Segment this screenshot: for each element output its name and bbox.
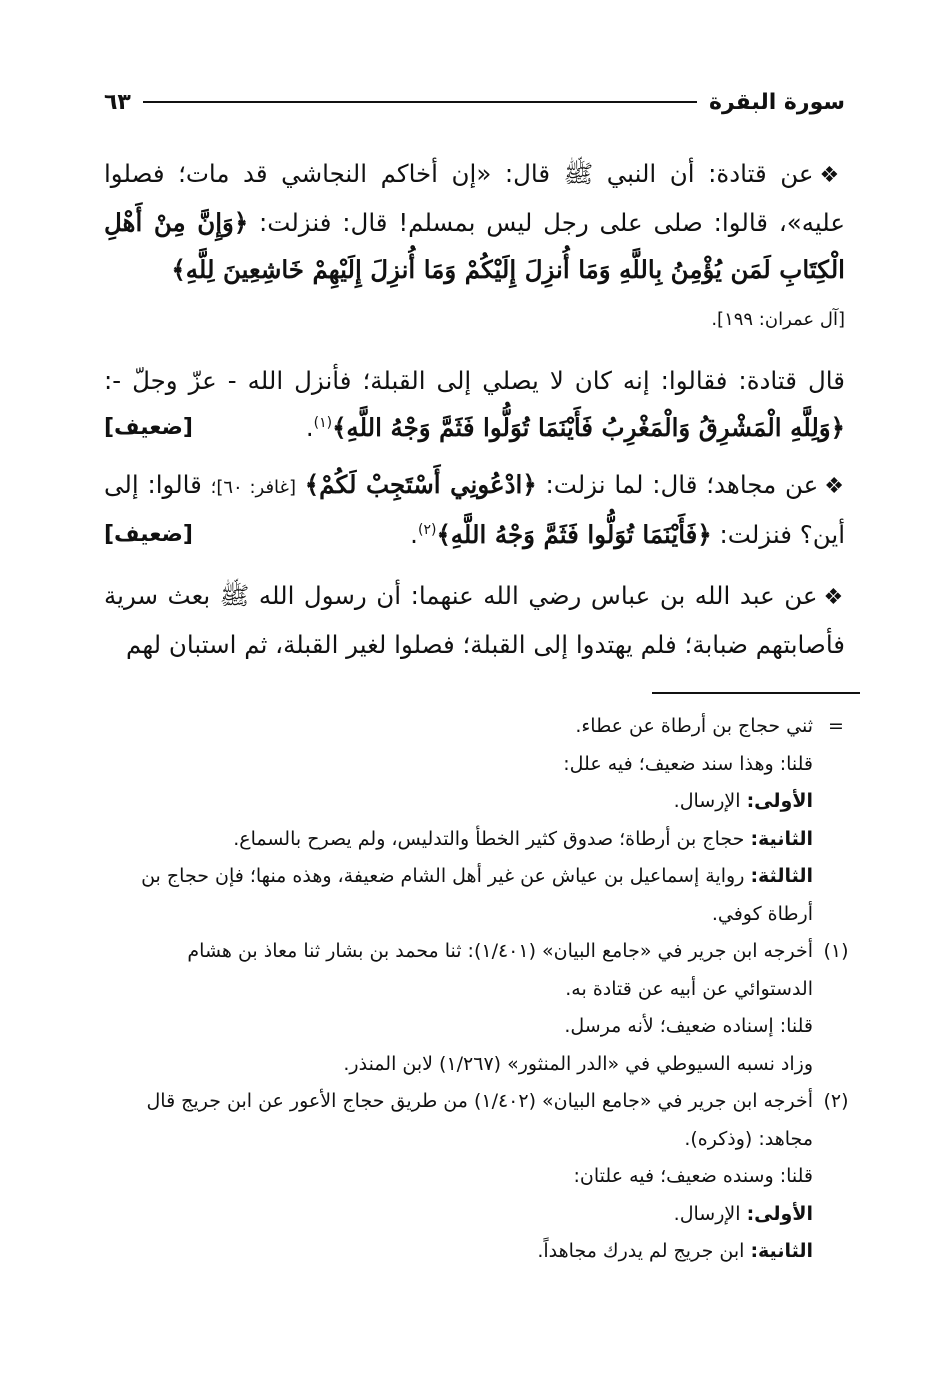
quran-verse: ﴿وَلِلَّهِ الْمَشْرِقُ وَالْمَغْرِبُ فَأَيْنَمَا تُوَلُّوا فَثَمَّ وَجْهُ اللَّهِ﴾ [332,413,845,442]
footnote-1: (١) أخرجه ابن جرير في «جامع البيان» (١/٤٠١): ثنا محمد بن بشار ثنا معاذ بن هشام الدستوائي عن أبيه عن قتادة به. قلنا: إسناده ضعيف؛ لأنه مرسل. وزاد نسبه السيوطي في «الدر المنثور» (١/٢٦٧) لابن المنذر. [187,940,849,1075]
footnote-ref: (٢) [417,521,437,538]
header-rule [143,101,697,103]
quran-verse: ﴿ادْعُونِي أَسْتَجِبْ لَكُمْ﴾ [304,470,537,499]
surah-title: سورة البقرة [708,89,845,115]
qatada-statement: قال قتادة: فقالوا: إنه كان لا يصلي إلى القبلة؛ فأنزل الله - عزّ وجلّ -: ﴿وَلِلَّهِ الْمَشْرِقُ وَالْمَغْرِبُ فَأَيْنَمَا تُوَلُّوا فَثَمَّ وَجْهُ اللَّهِ﴾$^{(١)}$. [ضعيف] [104,357,845,451]
quran-verse: ﴿فَأَيْنَمَا تُوَلُّوا فَثَمَّ وَجْهُ اللَّهِ﴾ [436,520,712,549]
main-text [104,150,845,682]
grade-weak: [ضعيف] [104,522,193,547]
quran-verse: ﴿وَإِنَّ مِنْ أَهْلِ الْكِتَابِ لَمَن يُؤْمِنُ بِاللَّهِ وَمَا أُنزِلَ إِلَيْكُمْ وَمَا أُنزِلَ إِلَيْهِمْ خَاشِعِينَ لِلَّهِ﴾ [104,208,845,284]
hadith-qatada: ❖عن قتادة: أن النبي ﷺ قال: «إن أخاكم النجاشي قد مات؛ فصلوا عليه»، قالوا: صلى على رجل ليس بمسلم! قال: فنزلت: ﴿وَإِنَّ مِنْ أَهْلِ الْكِتَابِ لَمَن يُؤْمِنُ بِاللَّهِ وَمَا أُنزِلَ إِلَيْكُمْ وَمَا أُنزِلَ إِلَيْهِمْ خَاشِعِينَ لِلَّهِ﴾ [آل عمران: ١٩٩]. [104,159,845,330]
verse-reference: [غافر: ٦٠]؛ [210,477,296,498]
diamond-bullet-icon: ❖ [819,163,845,188]
footnote-continuation: = ثني حجاج بن أرطاة عن عطاء. قلنا: وهذا سند ضعيف؛ فيه علل: الأولى: الإرسال. الثانية: حجاج بن أرطاة؛ صدوق كثير الخطأ والتدليس، ولم يصرح بالسماع. الثالثة: رواية إسماعيل بن عياش عن غير أهل الشام ضعيفة، وهذه منها؛ فإن حجاج بن أرطاة كوفي. [141,715,844,925]
running-header [104,84,845,120]
hadith-ibn-abbas: ❖عن عبد الله بن عباس رضي الله عنهما: أن رسول الله ﷺ بعث سرية فأصابتهم ضبابة؛ فلم يهتدوا إلى القبلة؛ فصلوا لغير القبلة، ثم استبان لهم [104,581,845,659]
footnote-2: (٢) أخرجه ابن جرير في «جامع البيان» (١/٤٠٢) من طريق حجاج الأعور عن ابن جريج قال مجاهد: (وذكره). قلنا: وسنده ضعيف؛ فيه علتان: الأولى: الإرسال. الثانية: ابن جريج لم يدرك مجاهداً. [146,1090,849,1262]
hadith-mujahid: ❖عن مجاهد؛ قال: لما نزلت: ﴿ادْعُونِي أَسْتَجِبْ لَكُمْ﴾ [غافر: ٦٠]؛ قالوا: إلى أين؟ فنزلت: ﴿فَأَيْنَمَا تُوَلُّوا فَثَمَّ وَجْهُ اللَّهِ﴾$^{(٢)}$. [ضعيف] [104,461,845,558]
verse-reference: [آل عمران: ١٩٩]. [711,309,845,330]
grade-weak: [ضعيف] [104,415,193,440]
footnotes [104,708,859,1271]
diamond-bullet-icon: ❖ [823,585,845,610]
footnote-ref: (١) [313,414,333,431]
page-number: ٦٣ [104,89,131,115]
footnote-divider [652,692,860,694]
diamond-bullet-icon: ❖ [824,474,846,499]
